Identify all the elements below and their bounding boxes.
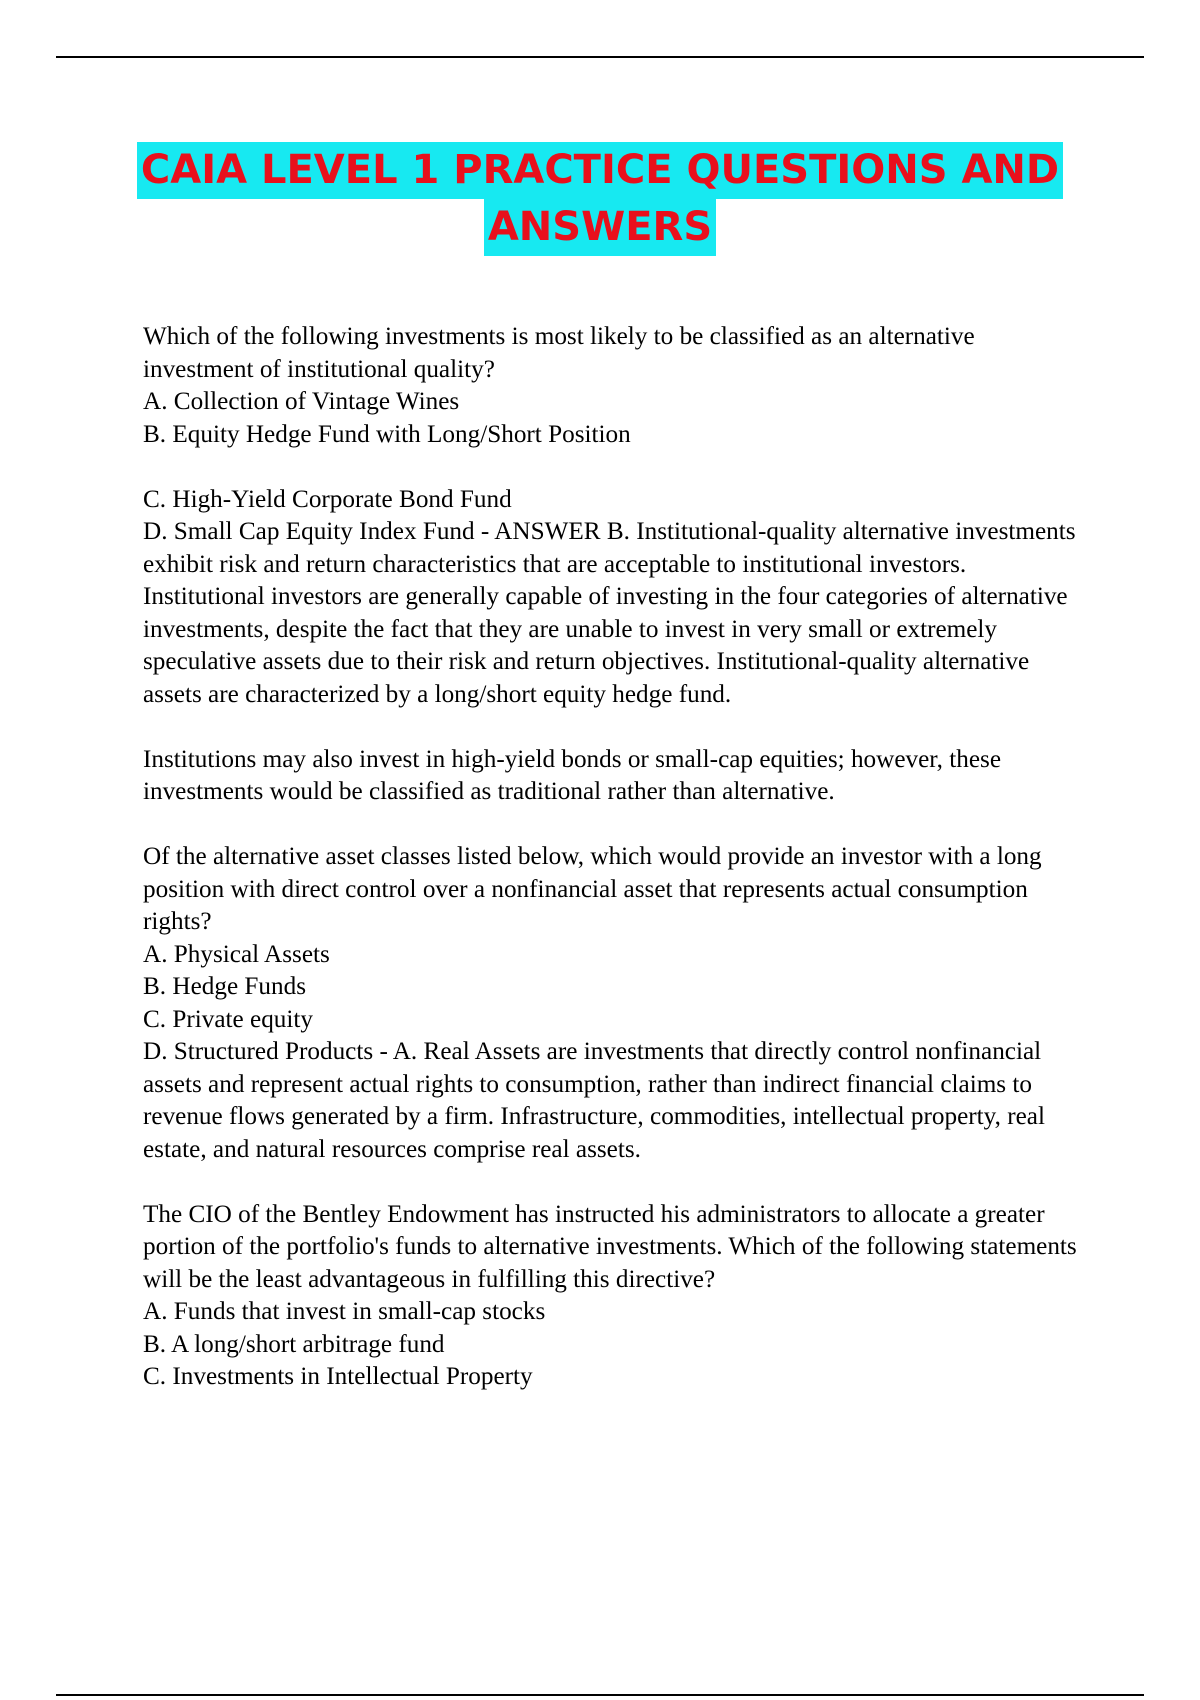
spacer — [143, 451, 1088, 484]
option-c: C. High-Yield Corporate Bond Fund — [143, 485, 512, 513]
answer-note: Institutions may also invest in high-yield bonds or small-cap equities; however, these investments would be classified as traditional rather than alternative. — [143, 745, 1002, 805]
document-body — [143, 321, 1088, 1394]
option-b: B. Hedge Funds — [143, 973, 307, 1000]
question-3 — [143, 1199, 1088, 1394]
spacer — [143, 711, 1088, 744]
option-a: A. Collection of Vintage Wines — [143, 388, 460, 415]
spacer — [143, 809, 1088, 842]
option-a: A. Funds that invest in small-cap stocks — [143, 1298, 546, 1325]
document-title — [60, 142, 1140, 256]
title-line-1: CAIA LEVEL 1 PRACTICE QUESTIONS AND — [137, 142, 1063, 199]
option-a: A. Physical Assets — [143, 940, 330, 968]
option-d-answer: D. Structured Products - A. Real Assets are investments that directly control nonfinancial assets and represent actual rights to consumption, rather than indirect financial claims to revenue flows generated by a firm. Infrastructure, commodities, intellectual property, real estate, and natural resources comprise real assets. — [143, 1038, 1045, 1163]
title-line-2: ANSWERS — [484, 199, 716, 256]
question-1 — [143, 321, 1088, 841]
spacer — [143, 1166, 1088, 1199]
option-c: C. Investments in Intellectual Property — [143, 1363, 533, 1390]
option-c: C. Private equity — [143, 1005, 313, 1033]
option-b: B. Equity Hedge Fund with Long/Short Position — [143, 420, 631, 448]
question-stem: Which of the following investments is most likely to be classified as an alternative investment of institutional quality? — [143, 323, 975, 383]
bottom-rule — [56, 1694, 1144, 1696]
top-rule — [56, 56, 1144, 58]
question-stem: Of the alternative asset classes listed below, which would provide an investor with a long position with direct control over a nonfinancial asset that represents actual consumption rights? — [143, 843, 1042, 935]
question-stem: The CIO of the Bentley Endowment has instructed his administrators to allocate a greater portion of the portfolio's funds to alternative investments. Which of the following statements will be the least advantageous in fulfilling this directive? — [143, 1200, 1077, 1293]
option-d-answer: D. Small Cap Equity Index Fund - ANSWER B. Institutional-quality alternative investments exhibit risk and return characteristics that are acceptable to institutional investors. Institutional investors are generally capable of investing in the four categories of alternative investments, despite the fact that they are unable to invest in very small or extremely speculative assets due to their risk and return objectives. Institutional-quality alternative assets are characterized by a long/short equity hedge fund. — [143, 518, 1076, 708]
question-2 — [143, 841, 1088, 1199]
option-b: B. A long/short arbitrage fund — [143, 1330, 445, 1358]
